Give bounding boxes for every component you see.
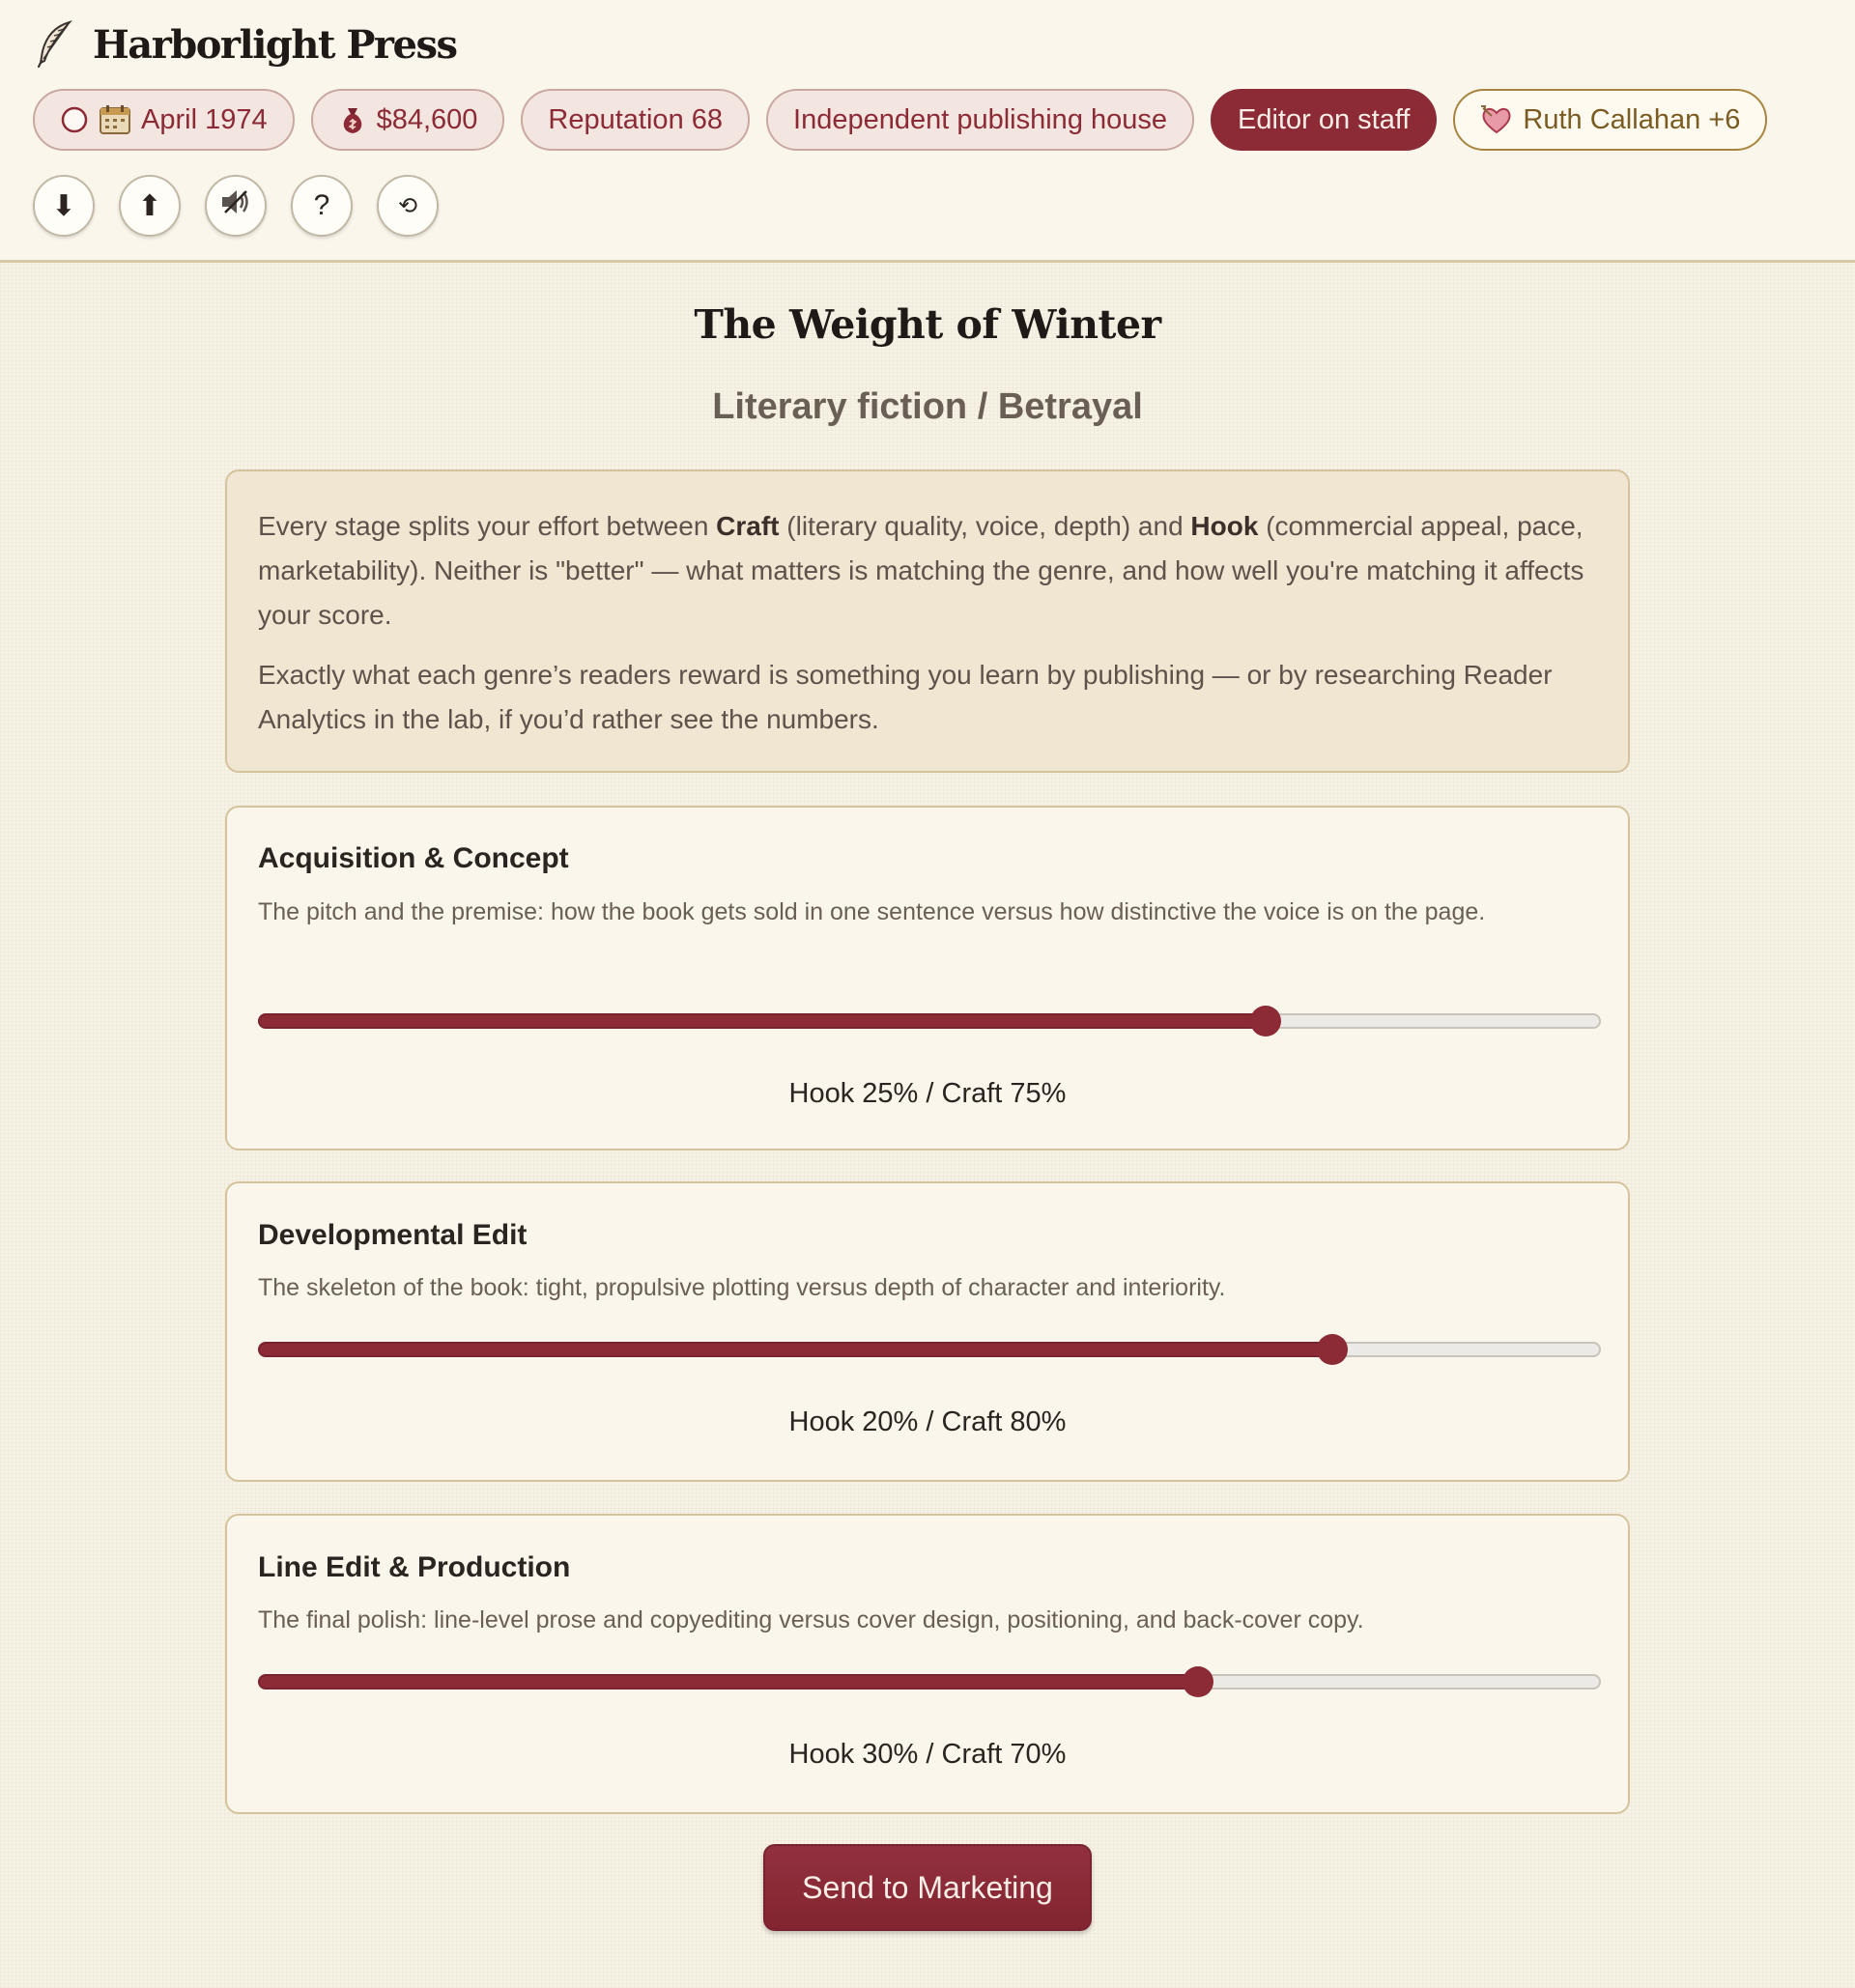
slider-fill — [258, 1013, 1266, 1029]
stage-description: The skeleton of the book: tight, propulsive plotting versus depth of character and interiority. — [258, 1274, 1226, 1301]
app-name: Harborlight Press — [93, 21, 457, 68]
stage-balance-value: Hook 30% / Craft 70% — [788, 1739, 1067, 1770]
slider-thumb[interactable] — [1183, 1666, 1213, 1697]
house-type-label: Independent publishing house — [793, 103, 1168, 135]
stage-description: The pitch and the premise: how the book gets sold in one sentence versus how distinctive the voice is on the page. — [258, 898, 1486, 925]
stage-balance-value: Hook 25% / Craft 75% — [788, 1078, 1067, 1109]
stage-card-line-edit — [225, 1514, 1630, 1814]
reputation-chip[interactable] — [521, 89, 750, 151]
slider-fill — [258, 1342, 1332, 1357]
house-type-chip[interactable] — [766, 89, 1194, 151]
stage-description: The final polish: line-level prose and copyediting versus cover design, positioning, and back-cover copy. — [258, 1606, 1364, 1633]
app-header — [0, 0, 1855, 263]
money-chip[interactable] — [311, 89, 505, 151]
help-button[interactable] — [291, 175, 353, 237]
save-button[interactable] — [33, 175, 95, 237]
contacts-chip[interactable] — [1453, 89, 1767, 151]
contacts-label: Ruth Callahan +6 — [1523, 103, 1741, 135]
load-button[interactable] — [119, 175, 181, 237]
editor-label: Editor on staff — [1238, 103, 1411, 135]
money-bag-icon — [338, 104, 367, 135]
reset-icon: ⟲ — [397, 192, 418, 219]
toolbar — [33, 175, 439, 237]
status-bar — [33, 89, 1767, 151]
stage-card-acquisition — [225, 806, 1630, 1150]
help-icon: ? — [313, 189, 330, 221]
money-label: $84,600 — [376, 103, 478, 135]
heart-icon — [1480, 104, 1513, 135]
craft-term: Craft — [716, 511, 780, 541]
book-title: The Weight of Winter — [694, 301, 1161, 348]
send-to-marketing-button[interactable]: Send to Marketing — [763, 1844, 1092, 1931]
sound-toggle-button[interactable] — [205, 175, 267, 237]
stage-title: Developmental Edit — [258, 1219, 528, 1251]
info-paragraph-2: Exactly what each genre’s readers reward is something you learn by publishing — or by researching Reader Analytics in the lab, if you’d rather see the numbers. — [258, 660, 1553, 734]
hook-craft-slider[interactable] — [258, 1665, 1601, 1698]
reset-button[interactable] — [377, 175, 439, 237]
stage-card-developmental — [225, 1181, 1630, 1482]
brand — [33, 19, 457, 70]
upload-icon: ⬆ — [137, 189, 162, 222]
date-chip[interactable] — [33, 89, 295, 151]
reputation-label: Reputation 68 — [548, 103, 724, 135]
info-panel — [225, 469, 1630, 773]
hook-craft-slider[interactable] — [258, 1005, 1601, 1037]
info-paragraph-1: Every stage splits your effort between Craft (literary quality, voice, depth) and Hook (commercial appeal, pace, marketability). Neither is "better" — what matters is matching the genre, and how well you're matching it affects your score. — [258, 511, 1584, 630]
quill-icon — [33, 19, 75, 70]
editor-chip[interactable] — [1211, 89, 1437, 151]
download-icon: ⬇ — [51, 189, 76, 222]
slider-thumb[interactable] — [1317, 1334, 1348, 1365]
stage-balance-value: Hook 20% / Craft 80% — [788, 1406, 1067, 1437]
stage-title: Line Edit & Production — [258, 1551, 571, 1583]
book-genre: Literary fiction / Betrayal — [712, 386, 1143, 427]
stage-title: Acquisition & Concept — [258, 842, 569, 874]
hook-term: Hook — [1190, 511, 1259, 541]
slider-fill — [258, 1674, 1198, 1690]
moon-phase-icon — [60, 105, 89, 134]
slider-thumb[interactable] — [1250, 1006, 1281, 1037]
date-label: April 1974 — [141, 103, 268, 135]
calendar-icon — [99, 104, 131, 135]
sound-icon — [219, 187, 252, 224]
hook-craft-slider[interactable] — [258, 1333, 1601, 1366]
